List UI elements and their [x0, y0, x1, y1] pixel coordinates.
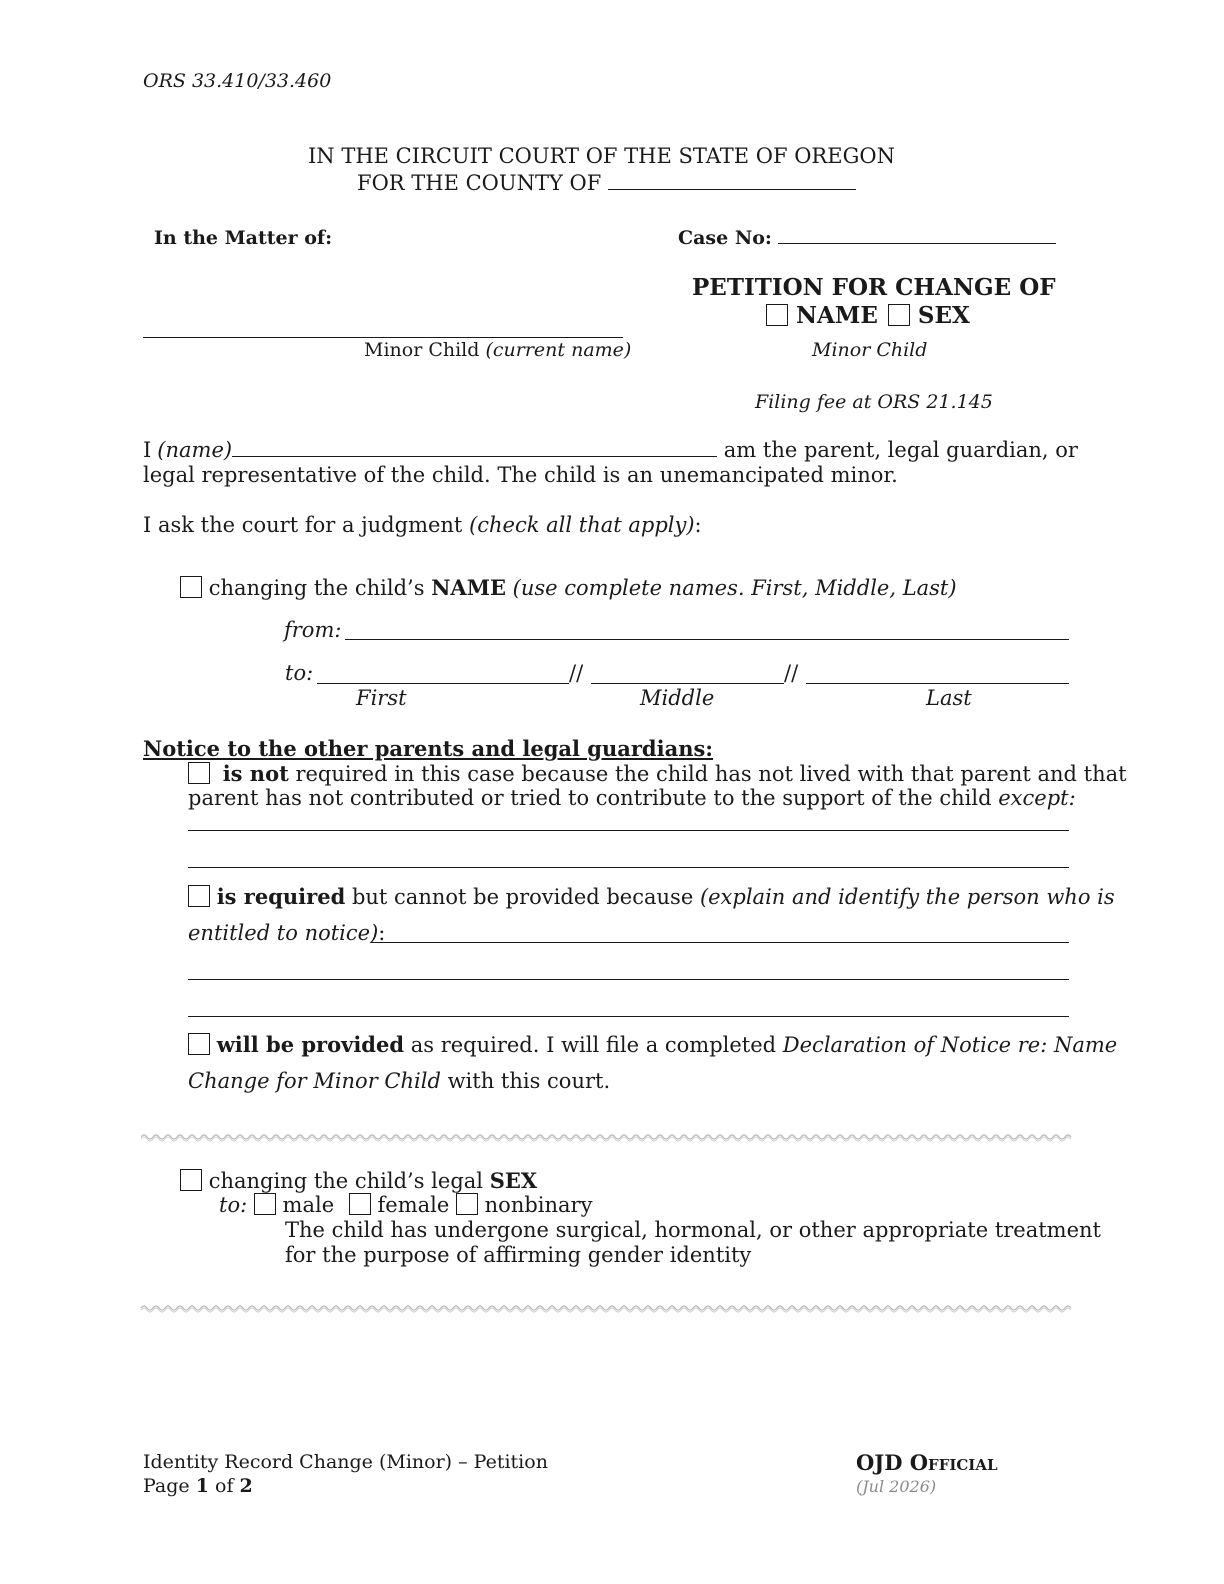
petitioner-name-field[interactable] — [232, 456, 717, 457]
middle-name-field[interactable] — [591, 683, 784, 684]
not-required-line2 — [188, 786, 1076, 810]
entitled-italic: entitled to notice) — [188, 921, 379, 945]
page-of: of — [215, 1475, 234, 1497]
name-type-checkbox[interactable] — [766, 304, 788, 326]
sex-type-label: SEX — [917, 302, 970, 329]
section-divider-2 — [141, 1303, 1073, 1313]
judgment-request — [143, 513, 702, 537]
nonbinary-label: nonbinary — [484, 1193, 593, 1217]
last-label: Last — [926, 686, 972, 710]
entitled-line — [188, 921, 385, 945]
male-checkbox[interactable] — [254, 1193, 276, 1215]
statute-reference: ORS 33.410/33.460 — [143, 70, 332, 92]
sex-options-row — [219, 1193, 592, 1217]
representative-statement: legal representative of the child. The child is an unemancipated minor. — [143, 463, 898, 487]
ojd-official-mark — [856, 1450, 998, 1475]
provided-bold: will be provided — [216, 1032, 405, 1057]
county-field[interactable] — [608, 189, 856, 190]
female-checkbox[interactable] — [349, 1193, 371, 1215]
required-bold: is required — [216, 884, 346, 909]
check-all-note: (check all that apply) — [469, 513, 695, 537]
required-italic: (explain and identify the person who is — [699, 885, 1115, 909]
except-label: except: — [998, 786, 1076, 810]
page-total: 2 — [239, 1475, 253, 1497]
name-change-prefix: changing the child’s — [208, 576, 425, 600]
petition-type-options — [766, 302, 970, 329]
filing-fee-note: Filing fee at ORS 21.145 — [755, 391, 993, 413]
except-field-2[interactable] — [188, 867, 1069, 868]
female-label: female — [377, 1193, 450, 1217]
case-number-line — [678, 227, 1056, 249]
minor-child-subtitle: Minor Child — [812, 339, 928, 361]
revision-date: (Jul 2026) — [856, 1477, 937, 1496]
nonbinary-checkbox[interactable] — [456, 1193, 478, 1215]
current-name-label: (current name) — [485, 339, 632, 361]
provided-italic-2: Change for Minor Child — [188, 1069, 441, 1093]
minor-child-caption — [364, 339, 631, 361]
middle-label: Middle — [640, 686, 715, 710]
county-line — [357, 171, 856, 195]
male-label: male — [282, 1193, 335, 1217]
first-name-field[interactable] — [317, 683, 569, 684]
provided-line2 — [188, 1069, 610, 1093]
entitled-colon: : — [378, 921, 386, 945]
provided-end: with this court. — [447, 1069, 611, 1093]
ask-text: I ask the court for a judgment — [143, 513, 463, 537]
notice-provided-checkbox[interactable] — [188, 1033, 210, 1055]
notice-not-required-option — [188, 761, 1127, 786]
separator-1: // — [569, 661, 584, 685]
minor-current-name-field[interactable] — [143, 337, 623, 338]
required-text: but cannot be provided because — [351, 885, 694, 909]
name-change-checkbox[interactable] — [180, 576, 202, 598]
notice-not-required-checkbox[interactable] — [188, 762, 210, 784]
notice-required-checkbox[interactable] — [188, 885, 210, 907]
minor-child-label: Minor Child — [364, 339, 480, 361]
name-change-option — [180, 575, 957, 600]
except-field-1[interactable] — [188, 830, 1069, 831]
notice-explanation-field-1[interactable] — [371, 942, 1069, 943]
sex-type-checkbox[interactable] — [888, 304, 910, 326]
name-bold: NAME — [431, 575, 506, 600]
provided-italic: Declaration of Notice re: Name — [782, 1033, 1118, 1057]
colon: : — [694, 513, 702, 537]
sex-change-prefix: changing the child’s legal — [208, 1169, 483, 1193]
page-num: 1 — [195, 1475, 209, 1497]
i-label: I — [143, 438, 152, 462]
notice-explanation-field-3[interactable] — [188, 1016, 1069, 1017]
first-label: First — [356, 686, 407, 710]
footer-page-number — [143, 1475, 253, 1497]
name-label: (name) — [157, 438, 233, 462]
separator-2: // — [784, 661, 799, 685]
not-required-text-2: parent has not contributed or tried to contribute to the support of the child — [188, 786, 992, 810]
last-name-field[interactable] — [806, 683, 1069, 684]
from-label: from: — [284, 618, 342, 642]
not-required-text: required in this case because the child has not lived with that parent and that — [295, 762, 1127, 786]
notice-explanation-field-2[interactable] — [188, 979, 1069, 980]
to-label: to: — [285, 661, 314, 685]
sex-to-label: to: — [219, 1193, 248, 1217]
relation-text: am the parent, legal guardian, or — [723, 438, 1078, 462]
petitioner-name-line — [143, 438, 1078, 462]
page-prefix: Page — [143, 1475, 190, 1497]
footer-form-name: Identity Record Change (Minor) – Petition — [143, 1451, 548, 1473]
treatment-line-2: for the purpose of affirming gender identity — [285, 1243, 752, 1267]
ojd-big: OJD O — [856, 1450, 929, 1475]
name-hint: (use complete names. First, Middle, Last) — [512, 576, 957, 600]
notice-heading: Notice to the other parents and legal guardians: — [143, 736, 714, 761]
case-number-field[interactable] — [778, 243, 1056, 244]
ojd-small: FFICIAL — [928, 1456, 998, 1474]
provided-text: as required. I will file a completed — [410, 1033, 777, 1057]
not-required-bold: is not — [222, 761, 289, 786]
name-type-label: NAME — [796, 302, 878, 329]
sex-bold: SEX — [489, 1168, 538, 1193]
from-name-field[interactable] — [345, 639, 1069, 640]
sex-change-checkbox[interactable] — [180, 1169, 202, 1191]
county-label: FOR THE COUNTY OF — [357, 171, 602, 195]
case-no-label: Case No: — [678, 227, 772, 249]
matter-label: In the Matter of: — [154, 227, 333, 249]
petition-title: PETITION FOR CHANGE OF — [692, 274, 1056, 301]
sex-change-option — [180, 1168, 537, 1193]
treatment-line-1: The child has undergone surgical, hormonal, or other appropriate treatment — [285, 1218, 1101, 1242]
notice-required-option — [188, 884, 1115, 909]
notice-provided-option — [188, 1032, 1117, 1057]
court-heading: IN THE CIRCUIT COURT OF THE STATE OF OREGON — [308, 144, 895, 168]
section-divider — [141, 1132, 1073, 1142]
